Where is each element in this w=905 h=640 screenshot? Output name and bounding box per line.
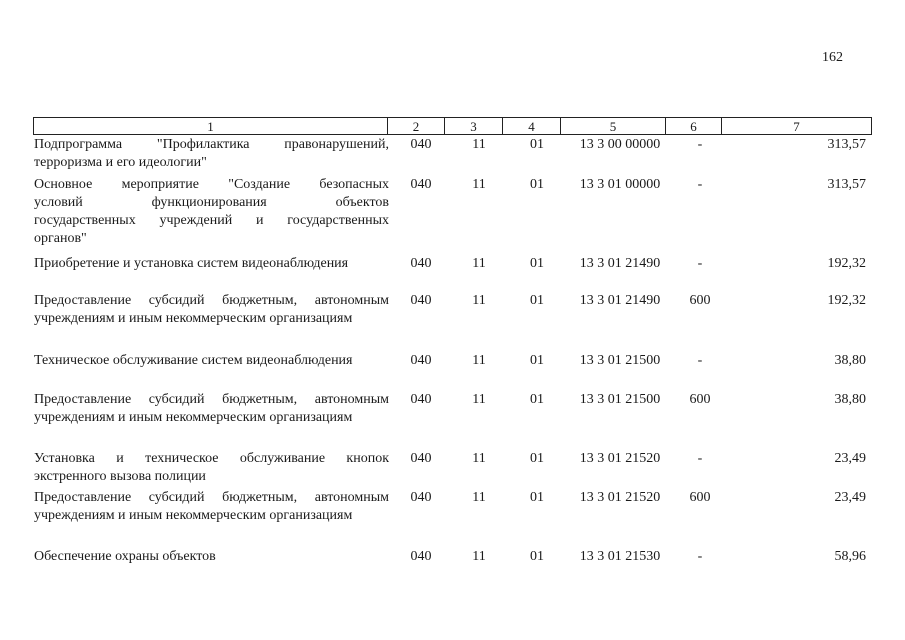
row-amount: 192,32 xyxy=(827,256,866,271)
description-line: условий функционирования объектов xyxy=(34,195,389,210)
row-code-5: 13 3 01 21500 xyxy=(579,353,661,368)
column-header-row xyxy=(34,118,872,135)
row-description xyxy=(34,255,389,273)
row-code-5: 13 3 01 21500 xyxy=(579,392,661,407)
row-code-6: 600 xyxy=(689,293,711,308)
row-code-2: 040 xyxy=(410,256,432,271)
row-code-5: 13 3 01 00000 xyxy=(579,177,661,192)
row-description xyxy=(34,136,389,172)
row-code-4: 01 xyxy=(530,451,544,466)
row-code-4: 01 xyxy=(530,353,544,368)
description-line: Основное мероприятие "Создание безопасных xyxy=(34,177,389,192)
row-code-4: 01 xyxy=(530,137,544,152)
row-code-2: 040 xyxy=(410,177,432,192)
row-code-2: 040 xyxy=(410,137,432,152)
row-amount: 192,32 xyxy=(827,293,866,308)
row-code-6: - xyxy=(697,549,703,564)
row-code-3: 11 xyxy=(472,549,486,564)
description-line: государственных учреждений и государственных xyxy=(34,213,389,228)
column-header-2: 2 xyxy=(388,118,445,135)
row-amount: 23,49 xyxy=(834,490,866,505)
column-header-table xyxy=(33,117,872,135)
row-code-6: - xyxy=(697,451,703,466)
row-code-3: 11 xyxy=(472,256,486,271)
row-code-3: 11 xyxy=(472,177,486,192)
row-code-5: 13 3 01 21490 xyxy=(579,293,661,308)
column-header-3: 3 xyxy=(445,118,503,135)
row-code-4: 01 xyxy=(530,293,544,308)
row-code-3: 11 xyxy=(472,490,486,505)
row-description xyxy=(34,352,389,370)
description-line: терроризма и его идеологии" xyxy=(34,155,207,170)
column-header-4: 4 xyxy=(503,118,561,135)
description-line: Установка и техническое обслуживание кнопок xyxy=(34,451,389,466)
row-code-3: 11 xyxy=(472,353,486,368)
row-code-3: 11 xyxy=(472,451,486,466)
row-code-5: 13 3 00 00000 xyxy=(579,137,661,152)
column-header-7: 7 xyxy=(722,118,872,135)
row-code-3: 11 xyxy=(472,137,486,152)
row-description xyxy=(34,548,389,566)
description-line: Предоставление субсидий бюджетным, автономным xyxy=(34,490,389,505)
description-line: Предоставление субсидий бюджетным, автономным xyxy=(34,392,389,407)
row-description xyxy=(34,450,389,486)
row-code-2: 040 xyxy=(410,353,432,368)
row-code-4: 01 xyxy=(530,392,544,407)
description-line: Подпрограмма "Профилактика правонарушений, xyxy=(34,137,389,152)
row-code-6: - xyxy=(697,137,703,152)
column-header-1: 1 xyxy=(34,118,388,135)
row-code-2: 040 xyxy=(410,451,432,466)
row-code-6: 600 xyxy=(689,490,711,505)
row-description xyxy=(34,391,389,427)
row-code-6: - xyxy=(697,353,703,368)
row-code-5: 13 3 01 21520 xyxy=(579,490,661,505)
description-line: Обеспечение охраны объектов xyxy=(34,549,216,564)
row-code-5: 13 3 01 21530 xyxy=(579,549,661,564)
row-code-5: 13 3 01 21520 xyxy=(579,451,661,466)
row-amount: 313,57 xyxy=(827,177,866,192)
row-code-6: - xyxy=(697,256,703,271)
row-amount: 58,96 xyxy=(834,549,866,564)
row-code-6: - xyxy=(697,177,703,192)
row-amount: 38,80 xyxy=(834,392,866,407)
row-amount: 313,57 xyxy=(827,137,866,152)
page-number: 162 xyxy=(822,50,843,65)
row-code-4: 01 xyxy=(530,177,544,192)
description-line: учреждениям и иным некоммерческим организациям xyxy=(34,311,353,326)
row-code-4: 01 xyxy=(530,490,544,505)
description-line: Предоставление субсидий бюджетным, автономным xyxy=(34,293,389,308)
column-header-6: 6 xyxy=(666,118,722,135)
row-code-4: 01 xyxy=(530,549,544,564)
row-code-2: 040 xyxy=(410,549,432,564)
row-code-3: 11 xyxy=(472,293,486,308)
row-description xyxy=(34,292,389,328)
row-description xyxy=(34,176,389,248)
description-line: Приобретение и установка систем видеонаблюдения xyxy=(34,256,349,271)
description-line: учреждениям и иным некоммерческим организациям xyxy=(34,410,353,425)
row-code-2: 040 xyxy=(410,293,432,308)
column-header-5: 5 xyxy=(561,118,666,135)
row-description xyxy=(34,489,389,525)
row-amount: 23,49 xyxy=(834,451,866,466)
description-line: учреждениям и иным некоммерческим организациям xyxy=(34,508,353,523)
row-code-3: 11 xyxy=(472,392,486,407)
row-code-5: 13 3 01 21490 xyxy=(579,256,661,271)
description-line: экстренного вызова полиции xyxy=(34,469,206,484)
row-code-2: 040 xyxy=(410,392,432,407)
row-code-6: 600 xyxy=(689,392,711,407)
description-line: органов" xyxy=(34,231,87,246)
row-amount: 38,80 xyxy=(834,353,866,368)
row-code-2: 040 xyxy=(410,490,432,505)
row-code-4: 01 xyxy=(530,256,544,271)
description-line: Техническое обслуживание систем видеонаблюдения xyxy=(34,353,353,368)
